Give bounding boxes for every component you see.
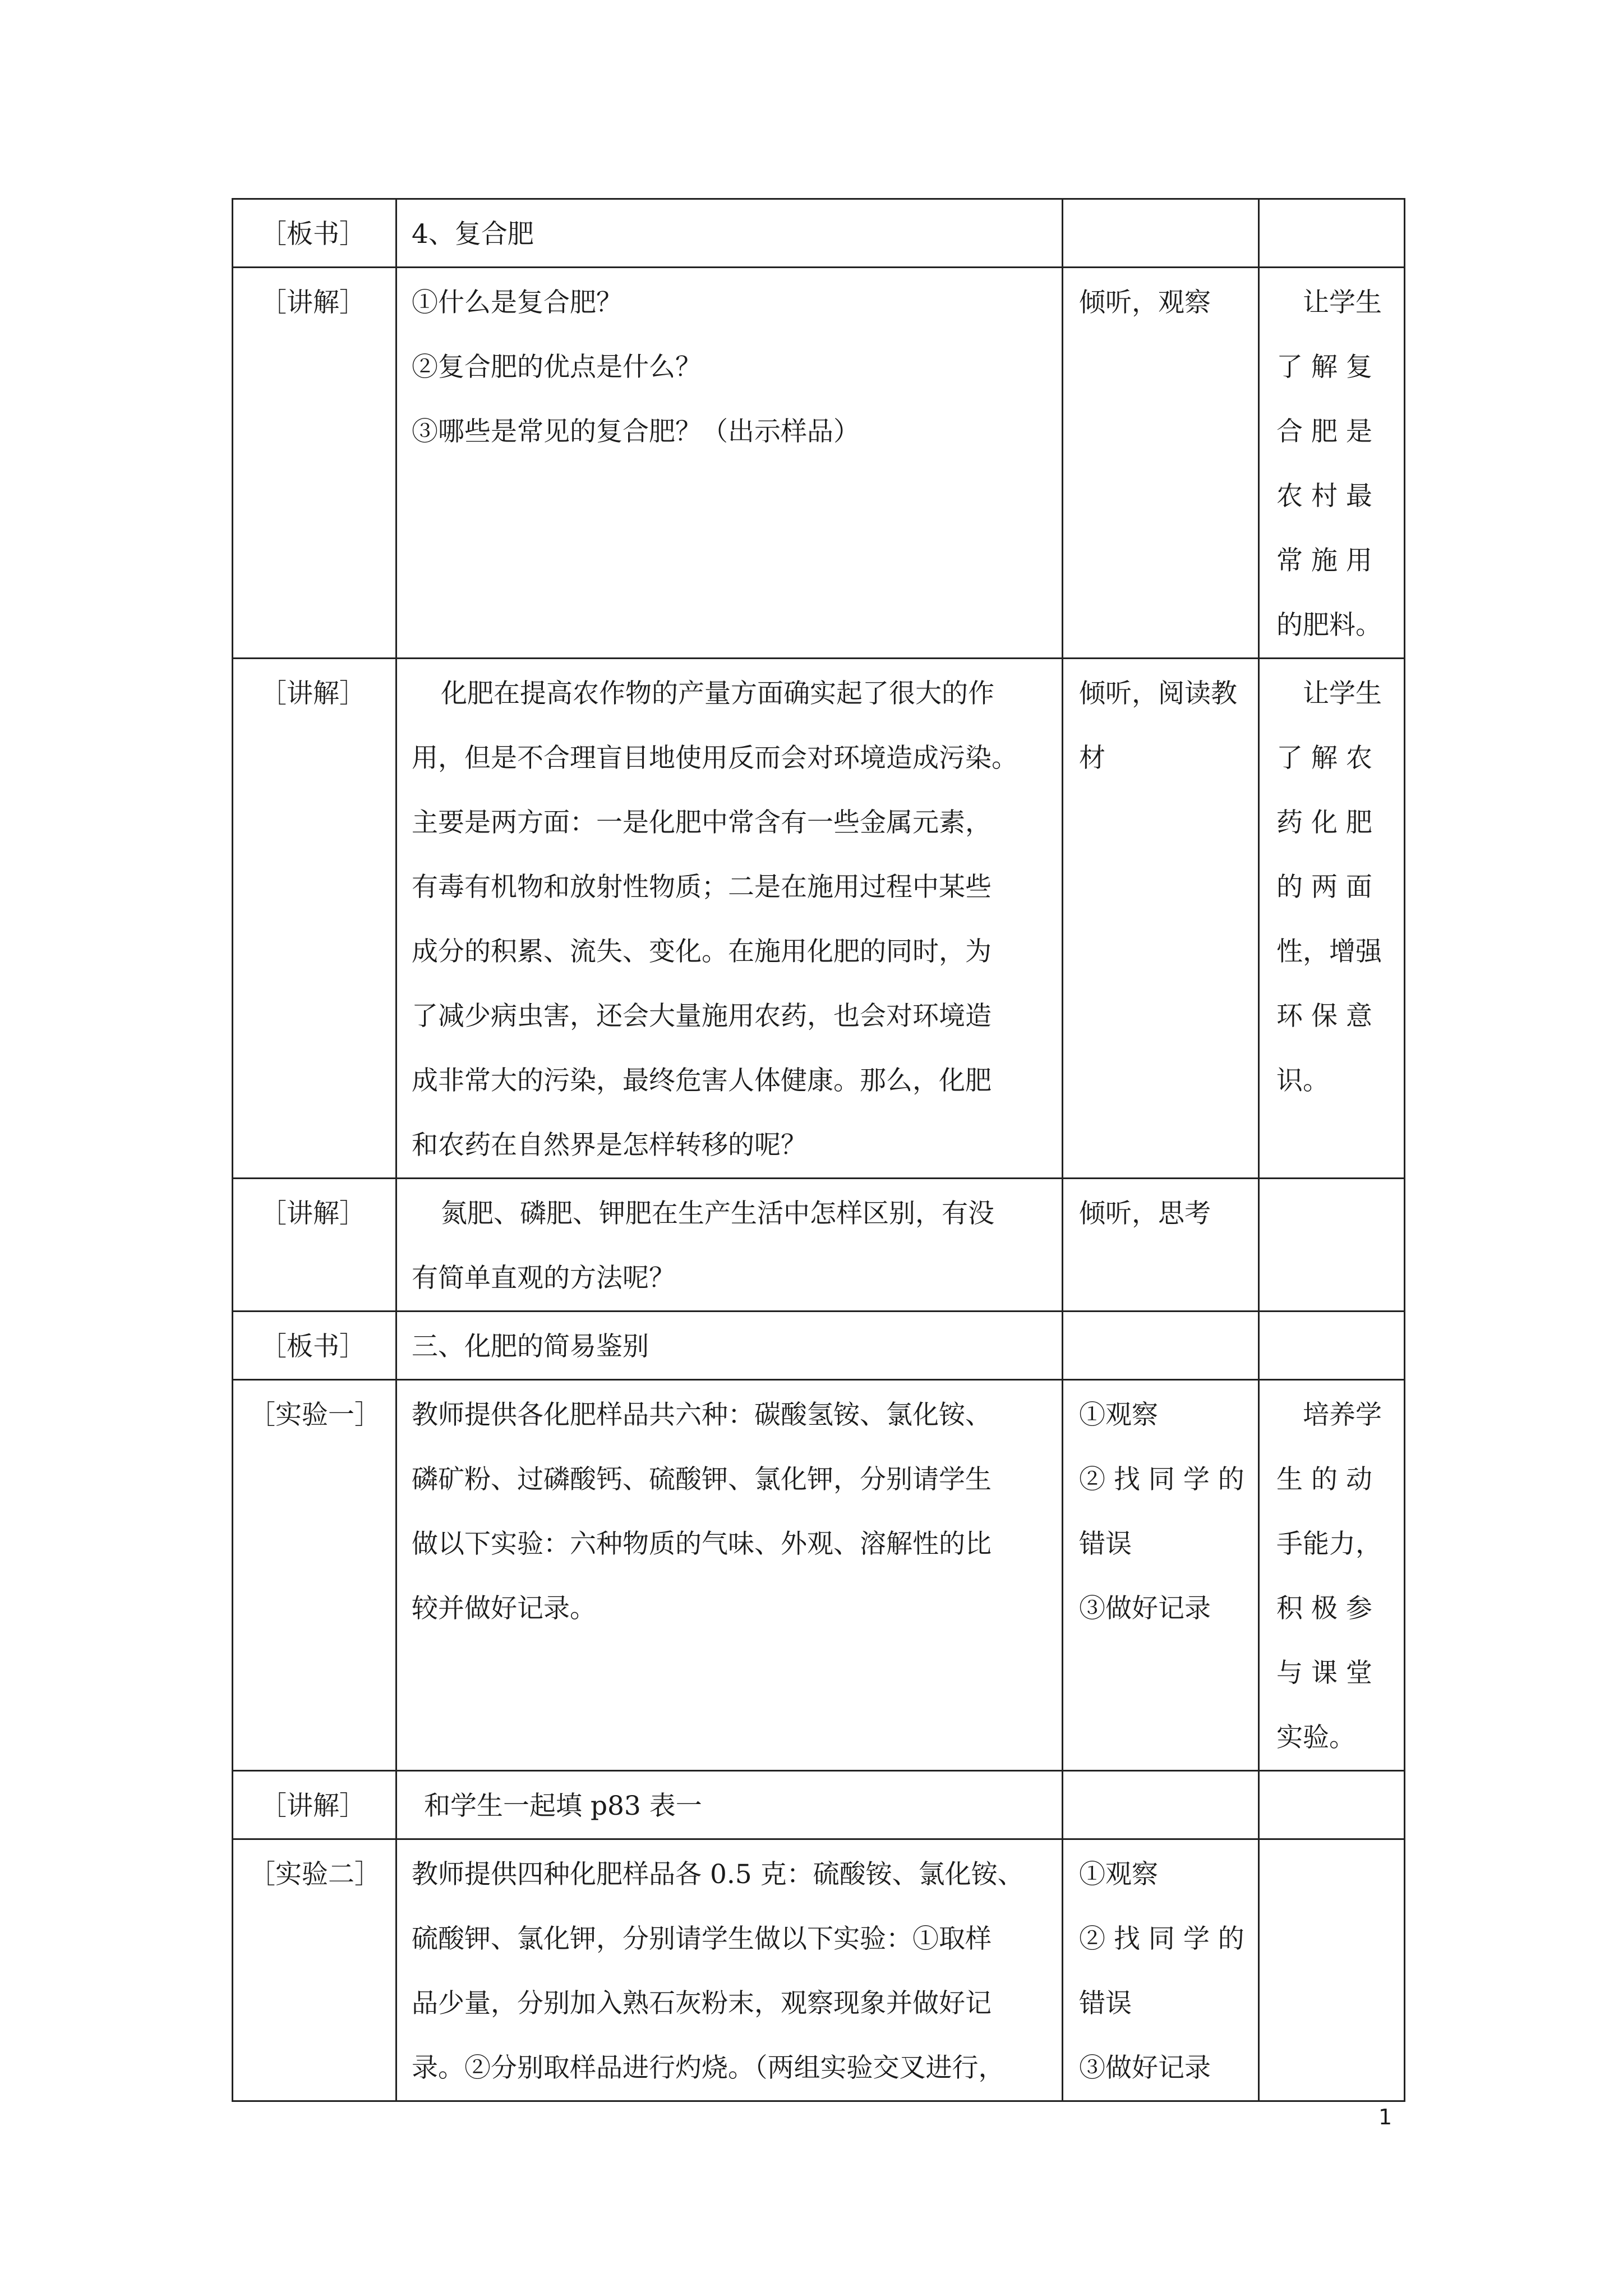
purpose-cell [1259, 199, 1405, 268]
activity-cell: ［实验二］ [233, 1839, 396, 2101]
purpose-cell: 让学生 了 解 复 合 肥 是 农 村 最 常 施 用 的肥料。 [1259, 268, 1405, 659]
purpose-cell [1259, 1771, 1405, 1839]
activity-cell: ［讲解］ [233, 659, 396, 1179]
content-cell: 教师提供四种化肥样品各 0.5 克：硫酸铵、氯化铵、 硫酸钾、氯化钾，分别请学生做以下实验：①取样 品少量，分别加入熟石灰粉末，观察现象并做好记 录。②分别取样品进行灼烧。（两组实验交叉进行， [396, 1839, 1063, 2101]
student-activity-cell [1063, 199, 1259, 268]
activity-cell: ［实验一］ [233, 1380, 396, 1771]
table-row [233, 1380, 1405, 1771]
student-activity-cell: 倾听，阅读教 材 [1063, 659, 1259, 1179]
activity-cell: ［板书］ [233, 199, 396, 268]
purpose-cell: 培养学 生 的 动 手能力， 积 极 参 与 课 堂 实验。 [1259, 1380, 1405, 1771]
student-activity-cell [1063, 1771, 1259, 1839]
table-row [233, 268, 1405, 659]
activity-cell: ［讲解］ [233, 268, 396, 659]
content-cell: 氮肥、磷肥、钾肥在生产生活中怎样区别，有没 有简单直观的方法呢？ [396, 1179, 1063, 1312]
content-cell: 三、化肥的简易鉴别 [396, 1312, 1063, 1380]
page-number: 1 [1378, 2105, 1393, 2129]
purpose-cell [1259, 1179, 1405, 1312]
student-activity-cell: ①观察 ② 找 同 学 的 错误 ③做好记录 [1063, 1839, 1259, 2101]
activity-cell: ［讲解］ [233, 1771, 396, 1839]
purpose-cell [1259, 1839, 1405, 2101]
student-activity-cell [1063, 1312, 1259, 1380]
table-row [233, 1771, 1405, 1839]
student-activity-cell: ①观察 ② 找 同 学 的 错误 ③做好记录 [1063, 1380, 1259, 1771]
content-cell: 4、复合肥 [396, 199, 1063, 268]
activity-cell: ［讲解］ [233, 1179, 396, 1312]
table-row [233, 1839, 1405, 2101]
purpose-cell [1259, 1312, 1405, 1380]
content-cell: 和学生一起填 p83 表一 [396, 1771, 1063, 1839]
content-cell: ①什么是复合肥？ ②复合肥的优点是什么？ ③哪些是常见的复合肥？（出示样品） [396, 268, 1063, 659]
content-cell: 教师提供各化肥样品共六种：碳酸氢铵、氯化铵、 磷矿粉、过磷酸钙、硫酸钾、氯化钾，分别请学生 做以下实验：六种物质的气味、外观、溶解性的比 较并做好记录。 [396, 1380, 1063, 1771]
student-activity-cell: 倾听，观察 [1063, 268, 1259, 659]
table-row [233, 1312, 1405, 1380]
table-row [233, 659, 1405, 1179]
activity-cell: ［板书］ [233, 1312, 396, 1380]
purpose-cell: 让学生 了 解 农 药 化 肥 的 两 面 性，增强 环 保 意 识。 [1259, 659, 1405, 1179]
content-cell: 化肥在提高农作物的产量方面确实起了很大的作 用，但是不合理盲目地使用反而会对环境造成污染。 主要是两方面：一是化肥中常含有一些金属元素， 有毒有机物和放射性物质；二是在施用过程中某些 成分的积累、流失、变化。在施用化肥的同时，为 了减少病虫害，还会大量施用农药，也会对环境造 成非常大的污染，最终危害人体健康。那么，化肥 和农药在自然界是怎样转移的呢？ [396, 659, 1063, 1179]
table-row [233, 1179, 1405, 1312]
lesson-plan-table [232, 198, 1405, 2102]
student-activity-cell: 倾听，思考 [1063, 1179, 1259, 1312]
table-row [233, 199, 1405, 268]
